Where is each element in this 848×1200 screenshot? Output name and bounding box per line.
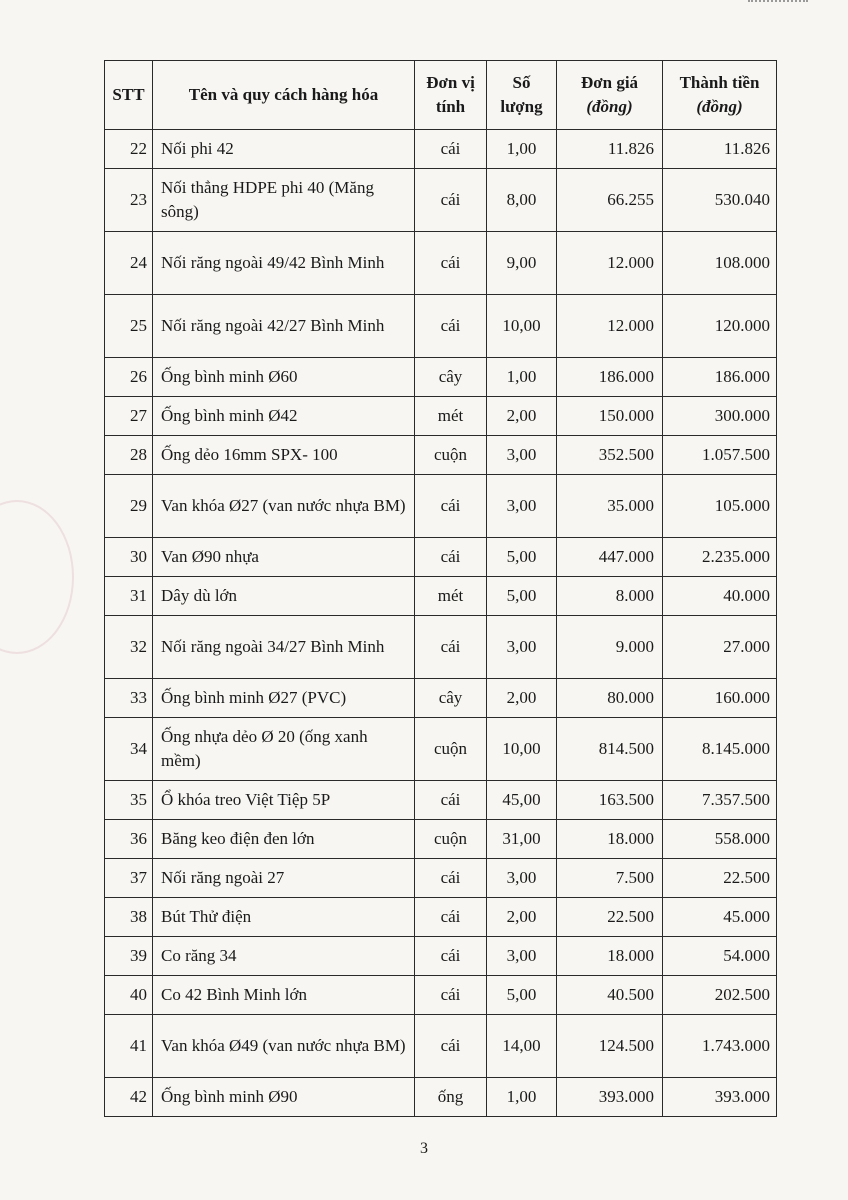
table-row [105,1078,777,1117]
cell-stt: 42 [105,1078,153,1117]
cell-unit: cuộn [415,718,487,781]
cell-stt: 32 [105,616,153,679]
cell-total: 1.057.500 [663,436,777,475]
cell-qty: 10,00 [487,718,557,781]
table-row [105,937,777,976]
cell-unit: cây [415,358,487,397]
cell-stt: 27 [105,397,153,436]
table-row [105,130,777,169]
cell-name: Nối phi 42 [153,130,415,169]
cell-qty: 2,00 [487,397,557,436]
cell-name: Van Ø90 nhựa [153,538,415,577]
header-name: Tên và quy cách hàng hóa [153,61,415,130]
cell-qty: 2,00 [487,679,557,718]
cell-total: 22.500 [663,859,777,898]
cell-name: Nối răng ngoài 42/27 Bình Minh [153,295,415,358]
corner-mark [748,0,808,12]
cell-qty: 8,00 [487,169,557,232]
cell-unit: mét [415,577,487,616]
cell-stt: 23 [105,169,153,232]
cell-name: Ống bình minh Ø60 [153,358,415,397]
cell-qty: 5,00 [487,577,557,616]
cell-price: 352.500 [557,436,663,475]
faint-stamp [0,500,74,654]
cell-price: 814.500 [557,718,663,781]
cell-price: 124.500 [557,1015,663,1078]
cell-price: 393.000 [557,1078,663,1117]
table-row [105,538,777,577]
cell-price: 163.500 [557,781,663,820]
cell-stt: 28 [105,436,153,475]
cell-stt: 38 [105,898,153,937]
cell-qty: 3,00 [487,475,557,538]
cell-price: 35.000 [557,475,663,538]
table-row [105,475,777,538]
table-row [105,820,777,859]
cell-name: Co 42 Bình Minh lớn [153,976,415,1015]
cell-total: 8.145.000 [663,718,777,781]
cell-qty: 10,00 [487,295,557,358]
cell-price: 9.000 [557,616,663,679]
cell-stt: 31 [105,577,153,616]
cell-name: Ống dẻo 16mm SPX- 100 [153,436,415,475]
cell-total: 2.235.000 [663,538,777,577]
cell-unit: ống [415,1078,487,1117]
table-row [105,976,777,1015]
table-row [105,679,777,718]
cell-name: Nối thẳng HDPE phi 40 (Măng sông) [153,169,415,232]
cell-name: Ống bình minh Ø27 (PVC) [153,679,415,718]
cell-unit: cái [415,859,487,898]
cell-unit: cái [415,130,487,169]
cell-stt: 36 [105,820,153,859]
cell-total: 7.357.500 [663,781,777,820]
cell-qty: 3,00 [487,616,557,679]
cell-unit: cái [415,781,487,820]
table-body [105,130,777,1117]
cell-qty: 9,00 [487,232,557,295]
table-row [105,358,777,397]
cell-total: 558.000 [663,820,777,859]
cell-stt: 35 [105,781,153,820]
cell-stt: 22 [105,130,153,169]
cell-price: 186.000 [557,358,663,397]
cell-total: 300.000 [663,397,777,436]
cell-total: 1.743.000 [663,1015,777,1078]
cell-stt: 39 [105,937,153,976]
page-number: 3 [420,1140,428,1157]
cell-stt: 24 [105,232,153,295]
cell-unit: cuộn [415,436,487,475]
cell-qty: 3,00 [487,436,557,475]
cell-price: 11.826 [557,130,663,169]
cell-unit: cái [415,976,487,1015]
cell-qty: 1,00 [487,358,557,397]
cell-total: 120.000 [663,295,777,358]
cell-qty: 45,00 [487,781,557,820]
cell-name: Nối răng ngoài 49/42 Bình Minh [153,232,415,295]
cell-price: 7.500 [557,859,663,898]
cell-stt: 34 [105,718,153,781]
cell-name: Băng keo điện đen lớn [153,820,415,859]
header-price: Đơn giá (đồng) [557,61,663,130]
cell-name: Bút Thử điện [153,898,415,937]
table-header-row [105,61,777,130]
cell-total: 393.000 [663,1078,777,1117]
cell-qty: 5,00 [487,538,557,577]
cell-total: 160.000 [663,679,777,718]
cell-name: Co răng 34 [153,937,415,976]
cell-price: 80.000 [557,679,663,718]
cell-unit: cái [415,295,487,358]
cell-unit: cây [415,679,487,718]
cell-name: Van khóa Ø49 (van nước nhựa BM) [153,1015,415,1078]
cell-price: 18.000 [557,820,663,859]
cell-price: 12.000 [557,295,663,358]
header-total: Thành tiền (đồng) [663,61,777,130]
table-row [105,859,777,898]
cell-price: 40.500 [557,976,663,1015]
cell-unit: cái [415,538,487,577]
cell-stt: 25 [105,295,153,358]
cell-price: 66.255 [557,169,663,232]
header-stt: STT [105,61,153,130]
cell-qty: 2,00 [487,898,557,937]
cell-total: 27.000 [663,616,777,679]
cell-unit: cái [415,169,487,232]
cell-total: 202.500 [663,976,777,1015]
cell-qty: 1,00 [487,130,557,169]
cell-unit: cái [415,475,487,538]
cell-stt: 41 [105,1015,153,1078]
cell-unit: cái [415,232,487,295]
cell-unit: cái [415,1015,487,1078]
cell-qty: 3,00 [487,937,557,976]
cell-total: 40.000 [663,577,777,616]
cell-stt: 30 [105,538,153,577]
cell-total: 108.000 [663,232,777,295]
header-qty: Số lượng [487,61,557,130]
table-row [105,781,777,820]
cell-name: Van khóa Ø27 (van nước nhựa BM) [153,475,415,538]
goods-table [104,60,777,1117]
cell-total: 45.000 [663,898,777,937]
cell-name: Ống bình minh Ø42 [153,397,415,436]
cell-price: 150.000 [557,397,663,436]
cell-stt: 29 [105,475,153,538]
table-row [105,397,777,436]
cell-qty: 1,00 [487,1078,557,1117]
cell-qty: 3,00 [487,859,557,898]
table-row [105,169,777,232]
cell-name: Ống nhựa dẻo Ø 20 (ống xanh mềm) [153,718,415,781]
cell-stt: 26 [105,358,153,397]
cell-unit: cái [415,937,487,976]
cell-unit: mét [415,397,487,436]
cell-qty: 5,00 [487,976,557,1015]
cell-qty: 31,00 [487,820,557,859]
cell-unit: cái [415,898,487,937]
cell-price: 12.000 [557,232,663,295]
cell-price: 447.000 [557,538,663,577]
cell-total: 105.000 [663,475,777,538]
cell-name: Ổ khóa treo Việt Tiệp 5P [153,781,415,820]
table-row [105,436,777,475]
cell-name: Nối răng ngoài 34/27 Bình Minh [153,616,415,679]
table-row [105,295,777,358]
cell-total: 186.000 [663,358,777,397]
header-unit: Đơn vị tính [415,61,487,130]
cell-price: 18.000 [557,937,663,976]
cell-price: 8.000 [557,577,663,616]
cell-stt: 40 [105,976,153,1015]
cell-total: 11.826 [663,130,777,169]
cell-price: 22.500 [557,898,663,937]
cell-name: Ống bình minh Ø90 [153,1078,415,1117]
goods-table-container [104,60,776,1117]
cell-qty: 14,00 [487,1015,557,1078]
table-row [105,232,777,295]
table-row [105,577,777,616]
cell-stt: 37 [105,859,153,898]
cell-unit: cái [415,616,487,679]
cell-unit: cuộn [415,820,487,859]
table-row [105,898,777,937]
cell-total: 54.000 [663,937,777,976]
cell-stt: 33 [105,679,153,718]
cell-name: Nối răng ngoài 27 [153,859,415,898]
cell-total: 530.040 [663,169,777,232]
cell-name: Dây dù lớn [153,577,415,616]
table-row [105,718,777,781]
table-row [105,616,777,679]
table-row [105,1015,777,1078]
